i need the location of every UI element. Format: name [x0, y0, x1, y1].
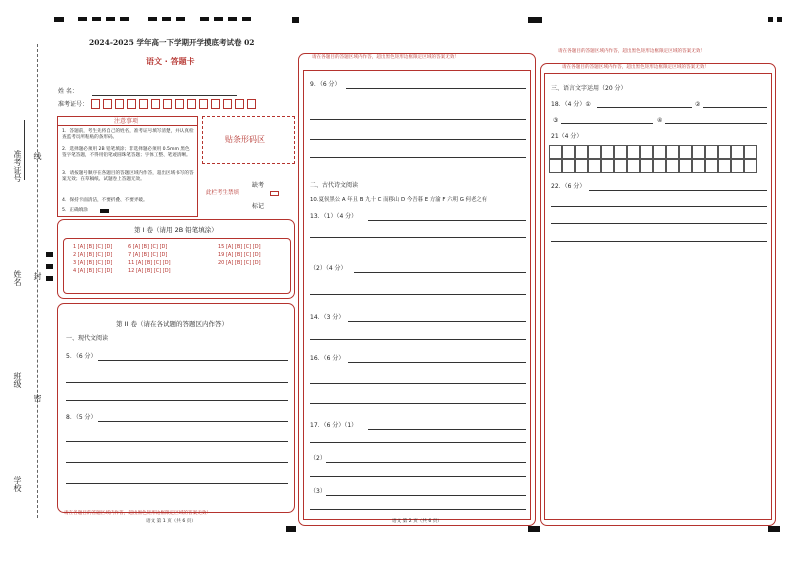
choice-6[interactable]: 6 [A] [B] [C] [D] [128, 244, 168, 250]
q18-blank-3: ③ [553, 117, 559, 124]
note-3: 3．请按题号顺序在各题目的答题区域内作答，超出区域书写的答案无效；在草稿纸、试题卷上答题无效。 [62, 171, 194, 182]
q17-1-label: 17．（6 分）（1） [310, 422, 358, 429]
absent-label-1: 缺考 [252, 182, 265, 189]
warning-right-top: 请在各题目的答题区域内作答，超出黑色矩形边框限定区域的答案无效！ [558, 49, 706, 54]
part1-title: 第 I 卷（请用 2B 铅笔填涂） [134, 226, 218, 234]
q14-label: 14．（3 分） [310, 314, 345, 321]
section3-title: 三、语言文字运用（20 分） [551, 85, 627, 92]
absent-box [202, 176, 295, 214]
q10-text: 10.夏侯黑公 A 年且 B 九十 C 而移山 D 今吾暮 E 方渝 F 六明 G 何老之有 [310, 197, 488, 203]
notes-title: 注意事项 [114, 118, 139, 125]
q18-blank-4: ④ [657, 117, 663, 124]
side-label-secret: 密 [33, 394, 42, 402]
note-5: 5．正确填涂 [62, 208, 88, 213]
q16-label: 16．（6 分） [310, 355, 345, 362]
name-label: 姓 名： [58, 88, 78, 95]
part2-box [57, 303, 295, 513]
right-answer-area [544, 73, 772, 520]
section2-title: 二、古代诗文阅读 [310, 182, 359, 189]
absent-checkbox[interactable] [270, 191, 279, 196]
q18-blank-2: ② [695, 101, 701, 108]
notes-box [57, 116, 198, 217]
side-label-id: 准考证号 [13, 150, 22, 182]
note-4: 4．保持卡面清洁，不要折叠、不要弄破。 [62, 198, 148, 203]
footer-page-1: 语文 第 1 页（共 6 页） [146, 519, 196, 524]
choice-3[interactable]: 3 [A] [B] [C] [D] [73, 260, 113, 266]
side-label-line: 线 [33, 152, 42, 160]
barcode-area [202, 116, 295, 164]
choice-11[interactable]: 11 [A] [B] [C] [D] [128, 260, 171, 266]
q21-label: 21（4 分） [551, 133, 583, 140]
absent-label-2: 标记 [252, 203, 265, 210]
warning-right-inner: 请在各题目的答题区域内作答，超出黑色矩形边框限定区域的答案无效！ [562, 65, 710, 70]
fill-sample [100, 209, 109, 213]
choice-15[interactable]: 15 [A] [B] [C] [D] [218, 244, 261, 250]
part1-box [57, 219, 295, 299]
choice-4[interactable]: 4 [A] [B] [C] [D] [73, 268, 113, 274]
choice-7[interactable]: 7 [A] [B] [C] [D] [128, 252, 168, 258]
exam-title: 2024-2025 学年高一下学期开学摸底考试卷 02 [89, 38, 255, 47]
middle-answer-area [303, 70, 531, 520]
choice-12[interactable]: 12 [A] [B] [C] [D] [128, 268, 171, 274]
q13-2-label: （2）（4 分） [310, 265, 347, 272]
side-label-seal: 封 [33, 272, 42, 280]
q9-label: 9．（6 分） [310, 81, 341, 88]
subject-title: 语文 · 答题卡 [146, 57, 195, 66]
note-2: 2．选择题必须用 2B 铅笔填涂；非选择题必须用 0.5mm 黑色签字笔答题，不得用铅笔或圆珠笔答题；字体工整、笔迹清晰。 [62, 147, 191, 158]
choice-20[interactable]: 20 [A] [B] [C] [D] [218, 260, 261, 266]
footer-page-2: 语文 第 2 页（共 6 页） [392, 519, 442, 524]
warning-left-bottom: 请在各题目的答题区域内作答，超出黑色矩形边框限定区域的答案无效！ [64, 511, 212, 516]
section1-title: 一、现代文阅读 [66, 335, 109, 342]
choice-2[interactable]: 2 [A] [B] [C] [D] [73, 252, 113, 258]
q18-label: 18．（4 分）① [551, 101, 591, 108]
part2-title: 第 II 卷（请在各试题的答题区内作答） [116, 320, 228, 328]
id-label: 准考证号： [58, 101, 89, 108]
q8-label: 8．（5 分） [66, 414, 97, 421]
barcode-label: 贴条形码区 [225, 135, 265, 144]
q17-2-label: （2） [310, 455, 326, 462]
name-field[interactable] [92, 95, 237, 96]
note-1: 1．答题前，考生先将自己的姓名，准考证号填写清楚，并认真检查监考员所粘贴的条形码。 [62, 129, 194, 140]
q22-label: 22．（6 分） [551, 183, 586, 190]
warning-middle-top: 请在各题目的答题区域内作答，超出黑色矩形边框限定区域的答案无效！ [312, 55, 460, 60]
side-label-name: 姓名 [13, 270, 22, 286]
side-label-class: 班级 [13, 372, 22, 388]
choice-19[interactable]: 19 [A] [B] [C] [D] [218, 252, 261, 258]
side-label-school: 学校 [13, 476, 22, 492]
q17-3-label: （3） [310, 488, 326, 495]
q13-1-label: 13．（1）（4 分） [310, 213, 358, 220]
choice-1[interactable]: 1 [A] [B] [C] [D] [73, 244, 113, 250]
part1-answers [63, 238, 291, 294]
q5-label: 5．（6 分） [66, 353, 97, 360]
absent-forbidden: 此栏考生禁填 [206, 190, 240, 196]
